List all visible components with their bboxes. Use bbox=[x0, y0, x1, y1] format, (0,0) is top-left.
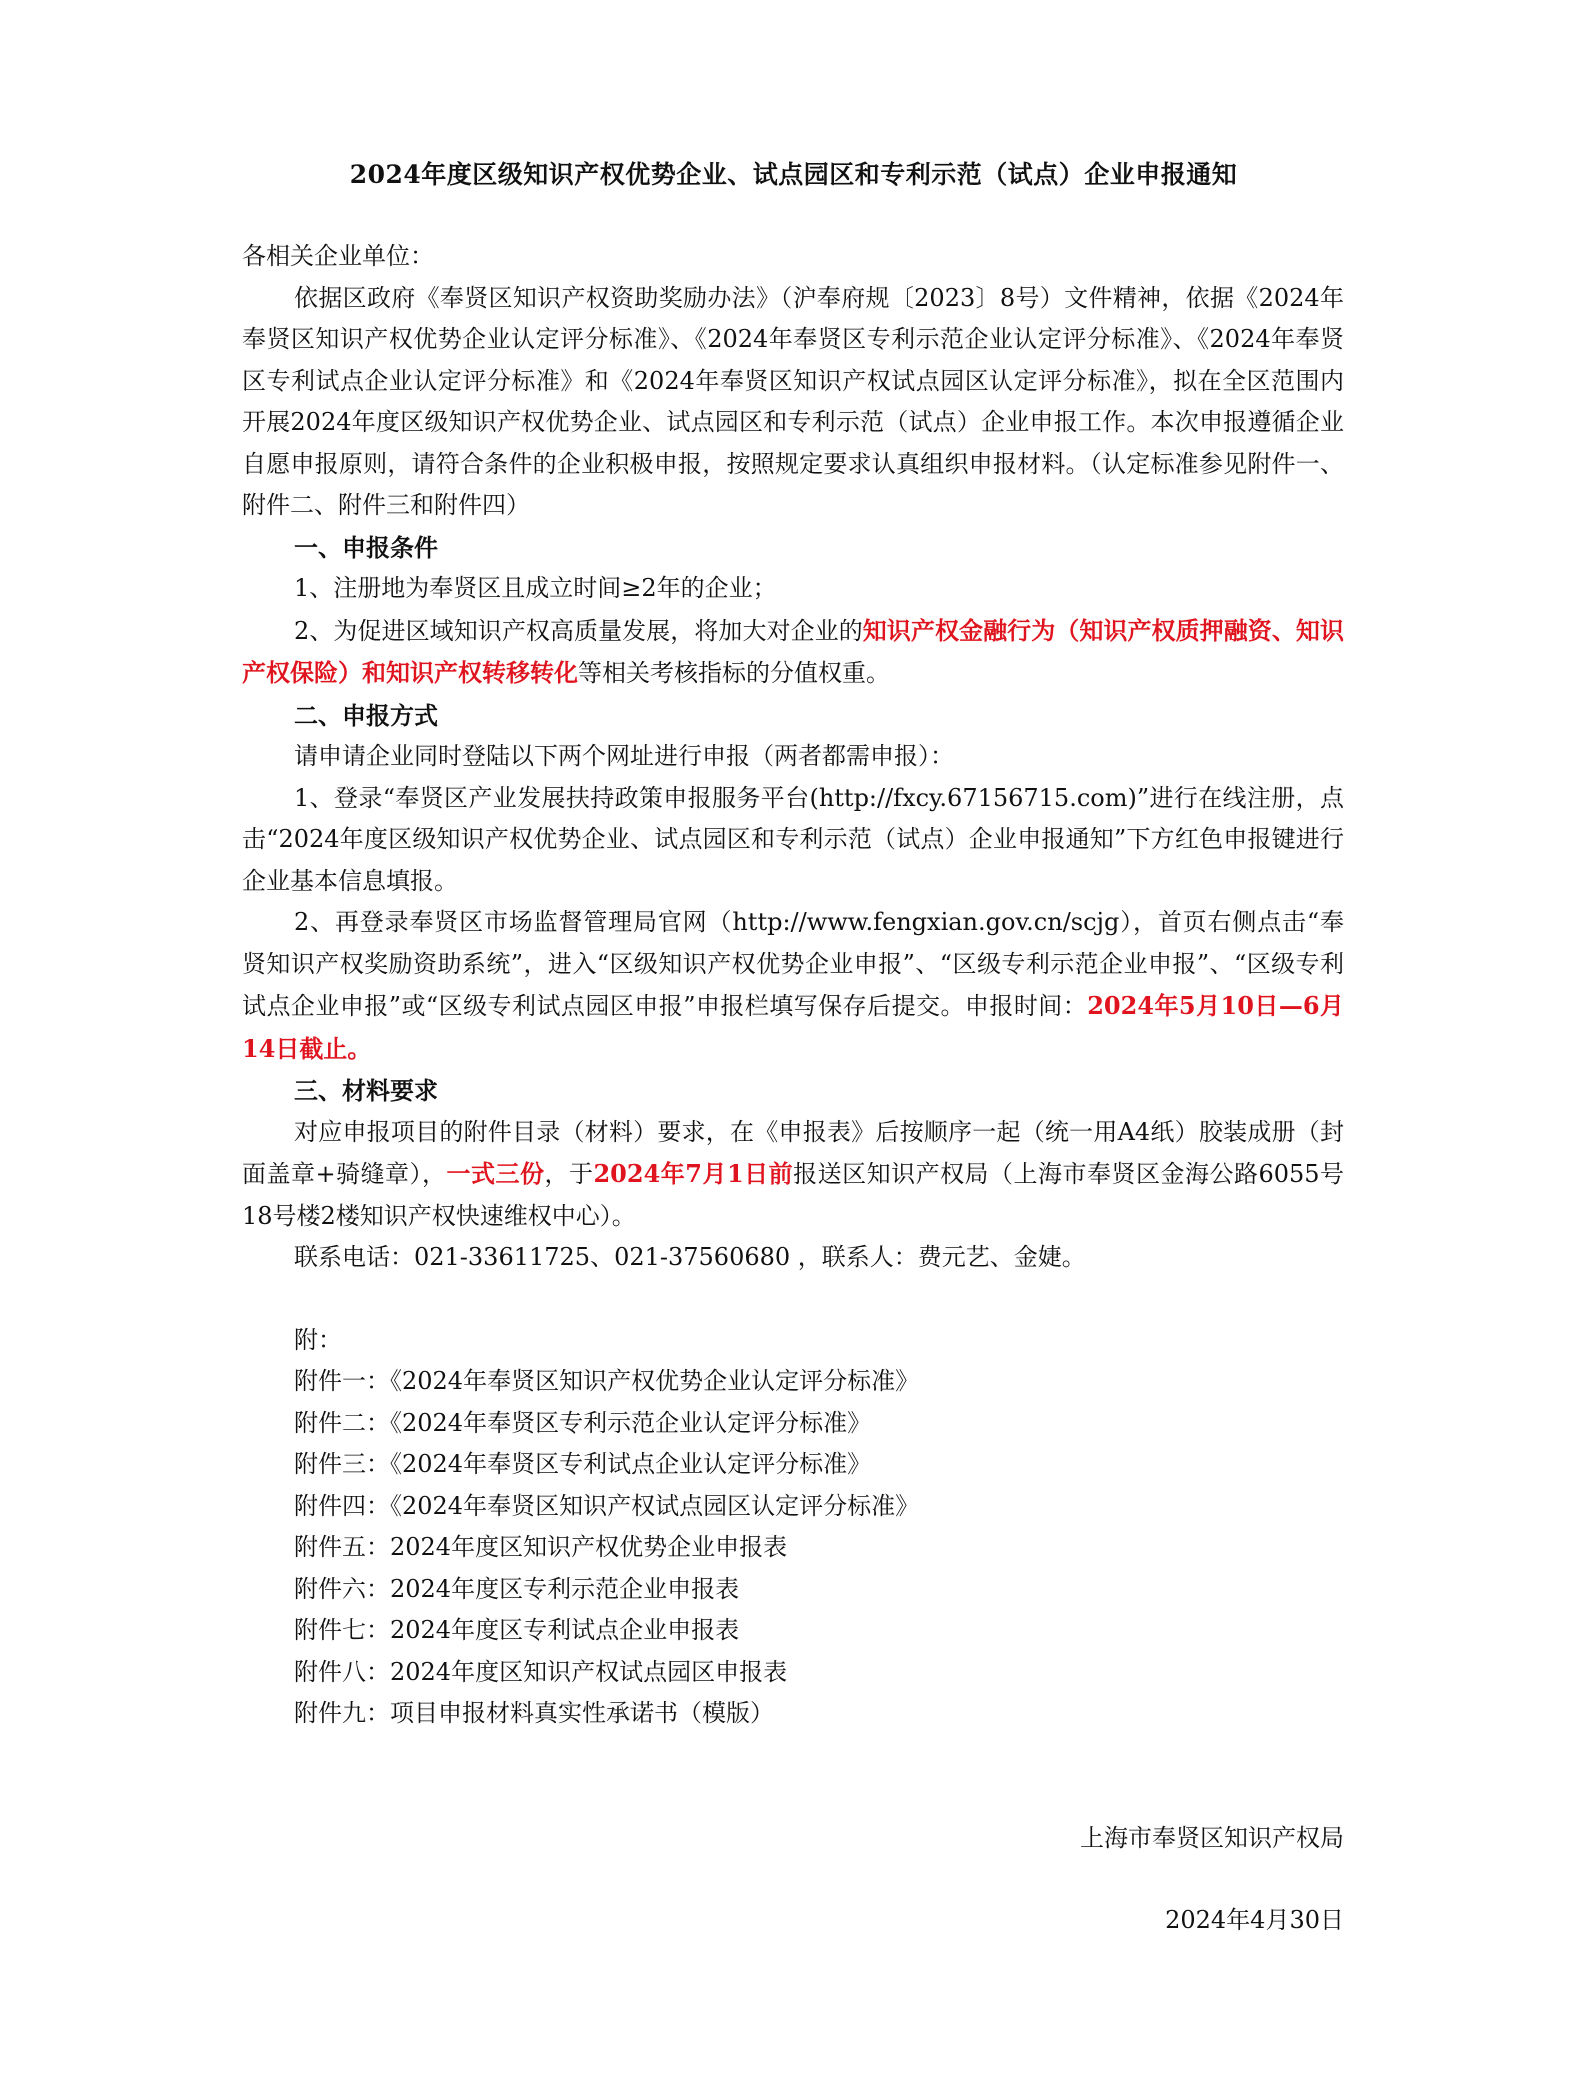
deadline-highlight: 2024年5月10日—6月14日截止。 bbox=[242, 991, 1345, 1063]
document-body bbox=[242, 236, 1344, 1735]
section2-item1: 1、登录“奉贤区产业发展扶持政策申报服务平台(http://fxcy.67156715.com)”进行在线注册，点击“2024年度区级知识产权优势企业、试点园区和专利示范（试点）企业申报通知”下方红色申报键进行企业基本信息填报。 bbox=[242, 783, 1344, 895]
section1-item2-post: 等相关考核指标的分值权重。 bbox=[578, 659, 890, 687]
section3-paragraph bbox=[242, 1112, 1344, 1238]
section3-post: 报送区知识产权局（上海市奉贤区金海公路6055号18号楼2楼知识产权快速维权中心）。 bbox=[242, 1160, 1345, 1230]
submit-date-highlight: 2024年7月1日前 bbox=[593, 1159, 794, 1188]
section1-heading: 一、申报条件 bbox=[294, 532, 438, 562]
salutation: 各相关企业单位： bbox=[242, 242, 434, 270]
attachment-item: 附件六：2024年度区专利示范企业申报表 bbox=[294, 1574, 740, 1603]
section3-mid: ，于 bbox=[544, 1160, 594, 1188]
signature-date: 2024年4月30日 bbox=[1165, 1906, 1344, 1934]
blank-line bbox=[242, 1279, 1344, 1320]
section2-intro: 请申请企业同时登陆以下两个网址进行申报（两者都需申报）： bbox=[294, 742, 954, 770]
document-title: 2024年度区级知识产权优势企业、试点园区和专利示范（试点）企业申报通知 bbox=[349, 160, 1238, 189]
attachment-item: 附件四：《2024年奉贤区知识产权试点园区认定评分标准》 bbox=[294, 1491, 920, 1520]
attachments-label: 附： bbox=[294, 1325, 342, 1354]
copies-highlight: 一式三份 bbox=[446, 1159, 545, 1188]
attachment-item: 附件九：项目申报材料真实性承诺书（模版） bbox=[294, 1699, 774, 1727]
signature-org: 上海市奉贤区知识产权局 bbox=[1080, 1824, 1344, 1852]
attachment-item: 附件二：《2024年奉贤区专利示范企业认定评分标准》 bbox=[294, 1408, 872, 1437]
section2-heading: 二、申报方式 bbox=[294, 700, 438, 730]
intro-paragraph: 依据区政府《奉贤区知识产权资助奖励办法》（沪奉府规〔2023〕8号）文件精神，依据《2024年奉贤区知识产权优势企业认定评分标准》、《2024年奉贤区专利示范企业认定评分标准》、《2024年奉贤区专利试点企业认定评分标准》和《2024年奉贤区知识产权试点园区认定评分标准》，拟在全区范围内开展2024年度区级知识产权优势企业、试点园区和专利示范（试点）企业申报工作。本次申报遵循企业自愿申报原则，请符合条件的企业积极申报，按照规定要求认真组织申报材料。（认定标准参见附件一、附件二、附件三和附件四） bbox=[242, 283, 1344, 519]
section1-item1: 1、注册地为奉贤区且成立时间≥2年的企业； bbox=[294, 574, 777, 602]
attachment-item: 附件一：《2024年奉贤区知识产权优势企业认定评分标准》 bbox=[294, 1367, 920, 1395]
attachment-item: 附件八：2024年度区知识产权试点园区申报表 bbox=[294, 1657, 788, 1686]
attachment-item: 附件五：2024年度区知识产权优势企业申报表 bbox=[294, 1533, 788, 1561]
section1-item2-highlight: 知识产权金融行为（知识产权质押融资、知识产权保险）和知识产权转移转化 bbox=[242, 615, 1344, 687]
section3-heading: 三、材料要求 bbox=[294, 1076, 438, 1105]
section2-item2 bbox=[242, 902, 1344, 1070]
attachment-item: 附件七：2024年度区专利试点企业申报表 bbox=[294, 1616, 740, 1644]
section1-item2-pre: 2、为促进区域知识产权高质量发展，将加大对企业的 bbox=[294, 616, 863, 645]
attachment-item: 附件三：《2024年奉贤区专利试点企业认定评分标准》 bbox=[294, 1450, 872, 1478]
section1-item2 bbox=[242, 610, 1344, 695]
section2-item2-pre: 2、再登录奉贤区市场监督管理局官网（http://www.fengxian.gov.cn/scjg），首页右侧点击“奉贤知识产权奖励资助系统”，进入“区级知识产权优势企业申报”、“区级专利示范企业申报”、“区级专利试点企业申报”或“区级专利试点园区申报”申报栏填写保存后提交。申报时间： bbox=[242, 908, 1344, 1020]
section3-pre: 对应申报项目的附件目录（材料）要求，在《申报表》后按顺序一起（统一用A4纸）胶装成册（封面盖章+骑缝章）， bbox=[242, 1117, 1344, 1188]
contact-line: 联系电话：021-33611725、021-37560680 ，联系人：费元艺、金婕。 bbox=[294, 1243, 1086, 1271]
